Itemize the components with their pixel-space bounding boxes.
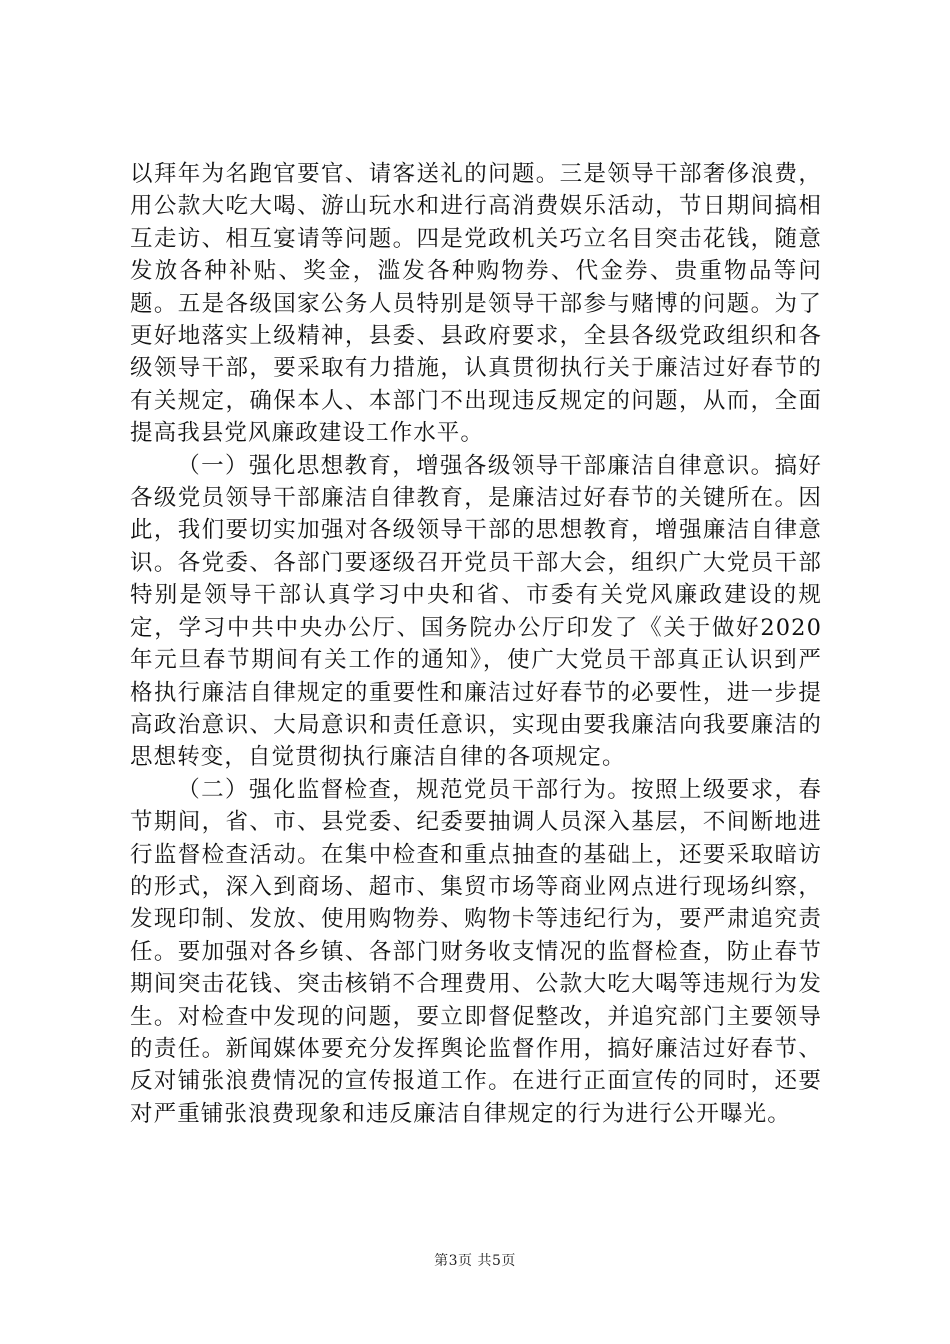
document-body	[130, 158, 822, 1130]
paragraph-section-2: （二）强化监督检查，规范党员干部行为。按照上级要求，春节期间，省、市、县党委、纪委要抽调人员深入基层，不间断地进行监督检查活动。在集中检查和重点抽查的基础上，还要采取暗访的形式，深入到商场、超市、集贸市场等商业网点进行现场纠察，发现印制、发放、使用购物券、购物卡等违纪行为，要严肃追究责任。要加强对各乡镇、各部门财务收支情况的监督检查，防止春节期间突击花钱、突击核销不合理费用、公款大吃大喝等违规行为发生。对检查中发现的问题，要立即督促整改，并追究部门主要领导的责任。新闻媒体要充分发挥舆论监督作用，搞好廉洁过好春节、反对铺张浪费情况的宣传报道工作。在进行正面宣传的同时，还要对严重铺张浪费现象和违反廉洁自律规定的行为进行公开曝光。	[130, 776, 822, 1127]
page-number-footer: 第3页 共5页	[434, 1253, 516, 1269]
paragraph-continuation: 以拜年为名跑官要官、请客送礼的问题。三是领导干部奢侈浪费，用公款大吃大喝、游山玩水和进行高消费娱乐活动，节日期间搞相互走访、相互宴请等问题。四是党政机关巧立名目突击花钱，随意发放各种补贴、奖金，滥发各种购物券、代金券、贵重物品等问题。五是各级国家公务人员特别是领导干部参与赌博的问题。为了更好地落实上级精神，县委、县政府要求，全县各级党政组织和各级领导干部，要采取有力措施，认真贯彻执行关于廉洁过好春节的有关规定，确保本人、本部门不出现违反规定的问题，从而，全面提高我县党风廉政建设工作水平。	[130, 161, 822, 447]
paragraph-section-1: （一）强化思想教育，增强各级领导干部廉洁自律意识。搞好各级党员领导干部廉洁自律教育，是廉洁过好春节的关键所在。因此，我们要切实加强对各级领导干部的思想教育，增强廉洁自律意识。各党委、各部门要逐级召开党员干部大会，组织广大党员干部特别是领导干部认真学习中央和省、市委有关党风廉政建设的规定，学习中共中央办公厅、国务院办公厅印发了《关于做好2020年元旦春节期间有关工作的通知》，使广大党员干部真正认识到严格执行廉洁自律规定的重要性和廉洁过好春节的必要性，进一步提高政治意识、大局意识和责任意识，实现由要我廉洁向我要廉洁的思想转变，自觉贯彻执行廉洁自律的各项规定。	[130, 452, 822, 771]
